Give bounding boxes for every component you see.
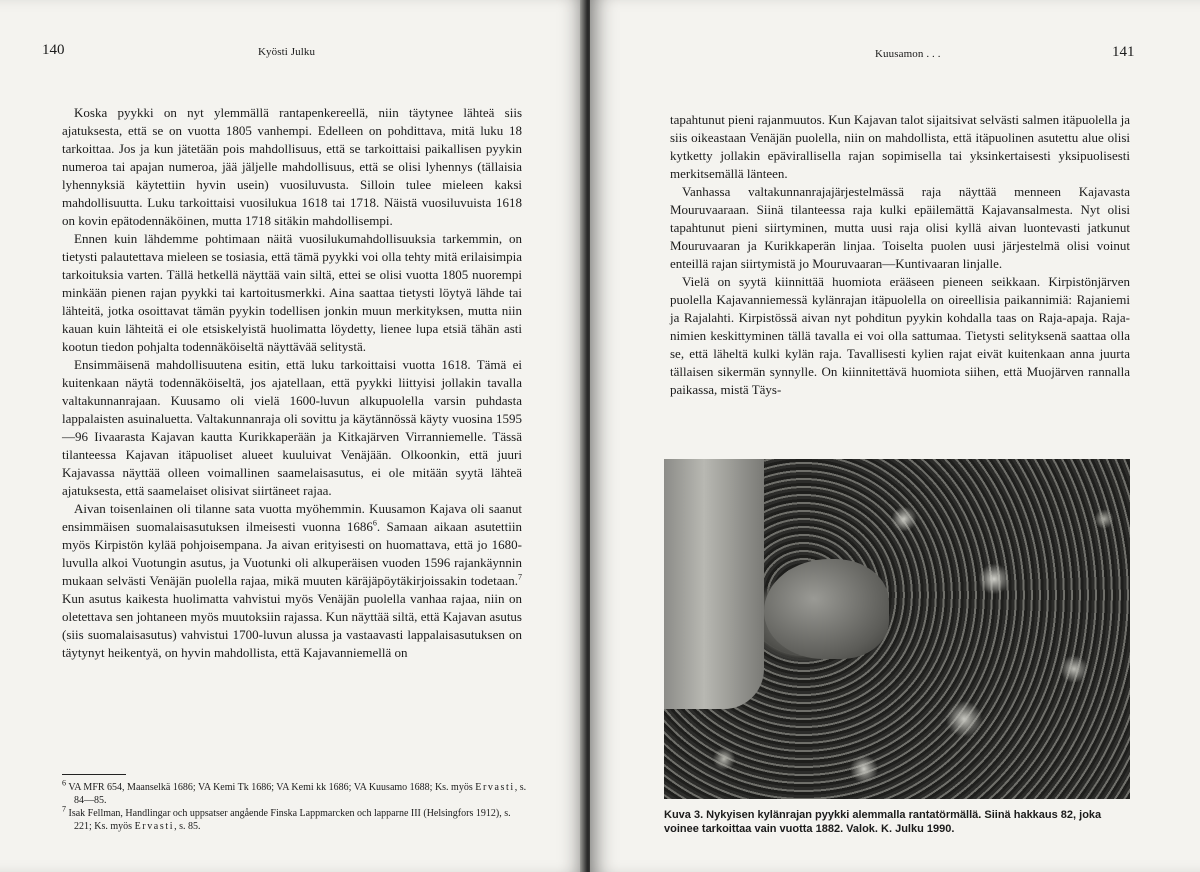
footnote-pages: , s. 84—85.: [74, 782, 527, 806]
paragraph-text: Kun asutus kaikesta huolimatta vahvistui myös Venäjän puolella vanhaa rajaa, niin on oletettava sen johtaneen myös muutoksiin rajassa. Kun näyttää siltä, että Kajavan asutus (siis suomalaisasutus) vahvistui 1700-luvun alussa ja vastaavasti lappalaisasutuksen on täytynyt heikentyä, on hyvin mahdollista, että Kajavanniemellä on: [62, 591, 522, 660]
photo-caption: Kuva 3. Nykyisen kylänrajan pyykki alemmalla rantatörmällä. Siinä hakkaus 82, joka voinee tarkoittaa vain vuotta 1882. Valok. K. Julku 1990.: [664, 809, 1102, 835]
left-page: [0, 0, 586, 872]
footnote-text: Isak Fellman, Handlingar och uppsatser angående Finska Lappmarcken och lapparne III (Helsingfors 1912), s. 221; Ks. myös: [68, 808, 511, 832]
footnote-author: Ervasti: [134, 821, 175, 832]
footnote-author: Ervasti: [475, 782, 515, 793]
footnote-mark: 7: [62, 804, 66, 814]
footnote-text: VA MFR 654, Maanselkä 1686; VA Kemi Tk 1686; VA Kemi kk 1686; VA Kuusamo 1688; Ks. myös: [68, 782, 476, 793]
paragraph-text: . Samaan aikaan asutettiin myös Kirpistön kylää pohjoisempana. Ja aivan erityisesti on huomattava, että jo 1680-luvulla alkoi Vuotungin asutus, ja Vuotunki oli alkuperäisen vuoden 1596 rajankäynnin mukaan selvästi Venäjän puolella rajaa, mikä muuten käräjäpöytäkirjoissakin todetaan.: [62, 519, 522, 588]
paragraph: [62, 500, 522, 662]
body-text: [62, 104, 522, 662]
paragraph: Ennen kuin lähdemme pohtimaan näitä vuosilukumahdollisuuksia tarkemmin, on tietysti palautettava mieleen se tosiasia, että tämä pyykki voi olla tehty mitä erilaisimpia tarkoituksia varten. Tällä hetkellä näyttää vain siltä, ettei se olisi vuotta 1805 nuorempi minkään pienen rajan pyykki tai kartoitusmerkki. Aina saattaa tietysti löytyä lähde tai lähteitä, jotka osoittavat tämän pyykin todellisen jonkin muun merkityksen, mutta niin kauan kuin lähteitä ei ole etsiskelyistä huolimatta löydetty, lienee lupa etsiä tähän asti kootun tiedon pohjalta todennäköiseltä näyttävää selitystä.: [62, 231, 522, 354]
footnote-ref: 6: [372, 518, 377, 528]
page-number: 141: [1112, 44, 1135, 60]
boundary-stone: [764, 559, 889, 659]
footnote: [62, 778, 530, 807]
page-number: 140: [42, 42, 65, 58]
boundary-stone-photo: [664, 459, 1130, 799]
person-leg: [664, 459, 764, 709]
footnote-ref: 7: [518, 572, 522, 582]
paragraph: Koska pyykki on nyt ylemmällä rantapenkereellä, niin täytynee lähteä siis ajatuksesta, että se on vuotta 1805 vanhempi. Edelleen on pohdittava, mitä luku 18 tarkoittaa. Jos ja kun jätetään pois mahdollisuus, että se tarkoittaisi paikallisen pyykin numeroa tai apajan numeroa, jää jäljelle mahdollisuus, että se olisi lyhennys (tällaisia lyhennyksiä käytettiin hyvin usein) vuosiluvusta. Silloin tulee mieleen kaksi mahdollisuutta. Luku tarkoittaisi vuosilukua 1618 tai 1718. Näistä vuosiluvuista 1618 on kovin epätodennäköinen, mutta 1718 sitäkin mahdollisempi.: [62, 105, 522, 228]
paragraph: Vanhassa valtakunnanrajajärjestelmässä raja näyttää menneen Kajavasta Mouruvaaraan. Siinä tilanteessa raja kulki epäilemättä Kajavansalmesta. Nyt olisi tapahtunut pieni siirtyminen, mutta uusi raja olisi kyllä aivan luontevasti jatkunut Mouruvaaran ja Kurikkaperän linjaa. Toiselta puolen uusi järjestelmä olisi voinut enteillä rajan siirtymistä jo Mouruvaaran—Kuntivaaran linjalle.: [670, 184, 1130, 271]
paragraph: tapahtunut pieni rajanmuutos. Kun Kajavan talot sijaitsivat selvästi salmen itäpuolella ja siis oikeastaan Venäjän puolella, niin on mahdollista, että itäpuolinen asutettu alue olisi kytketty jollakin epävirallisella rajan sopimisella tai yksinkertaisesti yksipuolisesti merkitsemällä länteen.: [670, 112, 1130, 181]
body-text: [670, 111, 1130, 399]
paragraph: Vielä on syytä kiinnittää huomiota erääseen pieneen seikkaan. Kirpistönjärven puolella Kajavanniemessä kylänrajan itäpuolella on oireellisia paikannimiä: Rajaniemi ja Rajalahti. Kirpistössä aivan nyt pohditun pyykin kohdalla taas on Raja-apaja. Raja-nimien keskittyminen tällä tavalla ei voi olla sattumaa. Tietysti selityksenä saattaa olla se, että läheltä kulki kylän raja. Tavallisesti kylien rajat eivät kuitenkaan anna juurta tällaisen sikermän synnylle. On kiinnitettävä huomiota siihen, että Muojärven rannalla paikassa, mistä Täys-: [670, 274, 1130, 397]
right-page: [590, 0, 1200, 872]
running-head: Kyösti Julku: [258, 46, 316, 58]
running-head: Kuusamon . . .: [875, 48, 941, 60]
footnote-rule: [62, 774, 126, 775]
footnote-pages: , s. 85.: [174, 821, 201, 832]
paragraph-text: Aivan toisenlainen oli tilanne sata vuotta myöhemmin. Kuusamon Kajava oli saanut ensimmäisen suomalaisasutuksen ilmeisesti vuonna 1686: [62, 501, 522, 534]
paragraph: Ensimmäisenä mahdollisuutena esitin, että luku tarkoittaisi vuotta 1618. Tämä ei kuitenkaan näytä todennäköiseltä, jos ajatellaan, että pyykki liittyisi jollakin tavalla valtakunnanrajaan. Kuusamo oli vielä 1600-luvun alkupuolella varsin puhdasta lappalaisten asuinaluetta. Valtakunnanraja oli sovittu ja käytännössä käyty vuosina 1595—96 Iivaarasta Kajavan kautta Kurikkaperään ja Kitkajärven Virranniemelle. Tässä tilanteessa Kajavan itäpuoliset alueet kuuluivat Venäjään. Olkoonkin, että juuri Kajavassa näyttää olleen voimallinen saamelaisasutus, ei ole mitään syytä lähteä ajatuksesta, että saamelaiset olisivat siirtäneet rajaa.: [62, 357, 522, 498]
footnotes: [62, 778, 530, 833]
footnote-mark: 6: [62, 778, 66, 788]
footnote: [62, 804, 530, 833]
